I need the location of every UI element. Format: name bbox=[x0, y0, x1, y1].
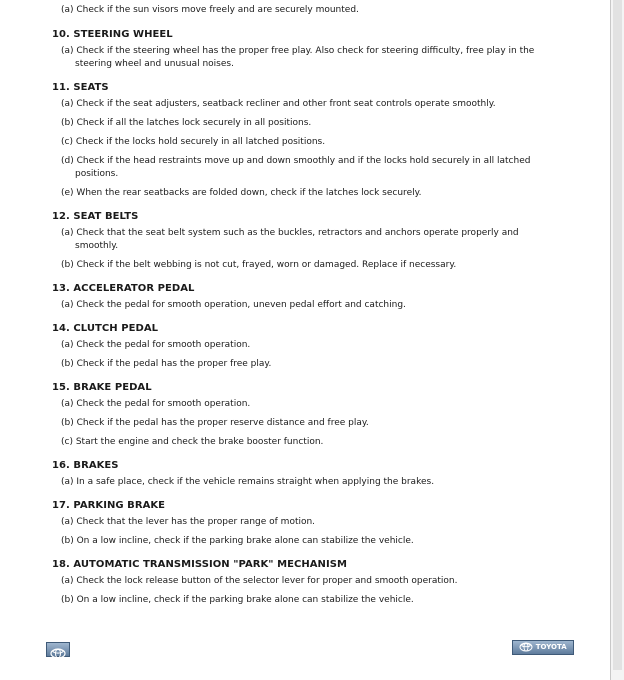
section-heading: 15. BRAKE PEDAL bbox=[52, 382, 152, 393]
section bbox=[52, 458, 552, 489]
list-item: (c) Check if the locks hold securely in all latched positions. bbox=[61, 137, 326, 147]
section-heading: 11. SEATS bbox=[52, 82, 109, 93]
sections-container bbox=[52, 27, 552, 607]
list-item: (a) Check the lock release button of the selector lever for proper and smooth operation. bbox=[61, 576, 458, 586]
list-item: (b) Check if the pedal has the proper free play. bbox=[61, 359, 272, 369]
section-heading: 17. PARKING BRAKE bbox=[52, 500, 166, 511]
list-item: (a) Check that the lever has the proper range of motion. bbox=[61, 517, 316, 527]
section-heading: 18. AUTOMATIC TRANSMISSION "PARK" MECHANISM bbox=[52, 559, 348, 570]
list-item: (a) Check the pedal for smooth operation. bbox=[61, 399, 251, 409]
list-item: (b) On a low incline, check if the parking brake alone can stabilize the vehicle. bbox=[61, 536, 414, 546]
section-heading: 16. BRAKES bbox=[52, 460, 119, 471]
list-item: (e) When the rear seatbacks are folded down, check if the latches lock securely. bbox=[61, 188, 422, 198]
list-item: (a) Check that the seat belt system such as the buckles, retractors and anchors operate properly and smoothly. bbox=[61, 228, 519, 251]
inspection-content bbox=[52, 4, 552, 616]
section-heading: 13. ACCELERATOR PEDAL bbox=[52, 283, 195, 294]
scrollbar-thumb[interactable] bbox=[613, 0, 622, 670]
section bbox=[52, 498, 552, 548]
list-item: (b) Check if the pedal has the proper reserve distance and free play. bbox=[61, 418, 369, 428]
back-button[interactable] bbox=[46, 642, 70, 657]
toyota-logo-icon bbox=[519, 642, 533, 652]
section bbox=[52, 321, 552, 371]
list-item: (b) On a low incline, check if the parking brake alone can stabilize the vehicle. bbox=[61, 595, 414, 605]
list-item: (a) Check the pedal for smooth operation, uneven pedal effort and catching. bbox=[61, 300, 406, 310]
section bbox=[52, 80, 552, 200]
brand-label: TOYOTA bbox=[535, 643, 567, 651]
list-item: (a) Check if the seat adjusters, seatback recliner and other front seat controls operate smoothly. bbox=[61, 99, 496, 109]
list-item: (d) Check if the head restraints move up and down smoothly and if the locks hold securely in all latched positions. bbox=[61, 156, 531, 179]
section bbox=[52, 557, 552, 607]
toyota-logo-icon bbox=[47, 647, 69, 660]
list-item: (b) Check if the belt webbing is not cut, frayed, worn or damaged. Replace if necessary. bbox=[61, 260, 457, 270]
section-heading: 10. STEERING WHEEL bbox=[52, 29, 173, 40]
list-item: (b) Check if all the latches lock securely in all positions. bbox=[61, 118, 312, 128]
list-item: (a) Check if the steering wheel has the proper free play. Also check for steering difficulty, free play in the steering wheel and unusual noises. bbox=[61, 46, 535, 69]
top-section bbox=[52, 4, 552, 17]
list-item: (c) Start the engine and check the brake booster function. bbox=[61, 437, 324, 447]
section bbox=[52, 281, 552, 312]
section-heading: 12. SEAT BELTS bbox=[52, 211, 139, 222]
section bbox=[52, 27, 552, 71]
section bbox=[52, 209, 552, 272]
section-heading: 14. CLUTCH PEDAL bbox=[52, 323, 159, 334]
toyota-brand-button[interactable] bbox=[512, 640, 574, 655]
list-item: (a) Check the pedal for smooth operation. bbox=[61, 340, 251, 350]
list-item: (a) Check if the sun visors move freely and are securely mounted. bbox=[61, 5, 359, 15]
list-item: (a) In a safe place, check if the vehicle remains straight when applying the brakes. bbox=[61, 477, 435, 487]
vertical-scrollbar[interactable] bbox=[611, 0, 624, 680]
section bbox=[52, 380, 552, 449]
